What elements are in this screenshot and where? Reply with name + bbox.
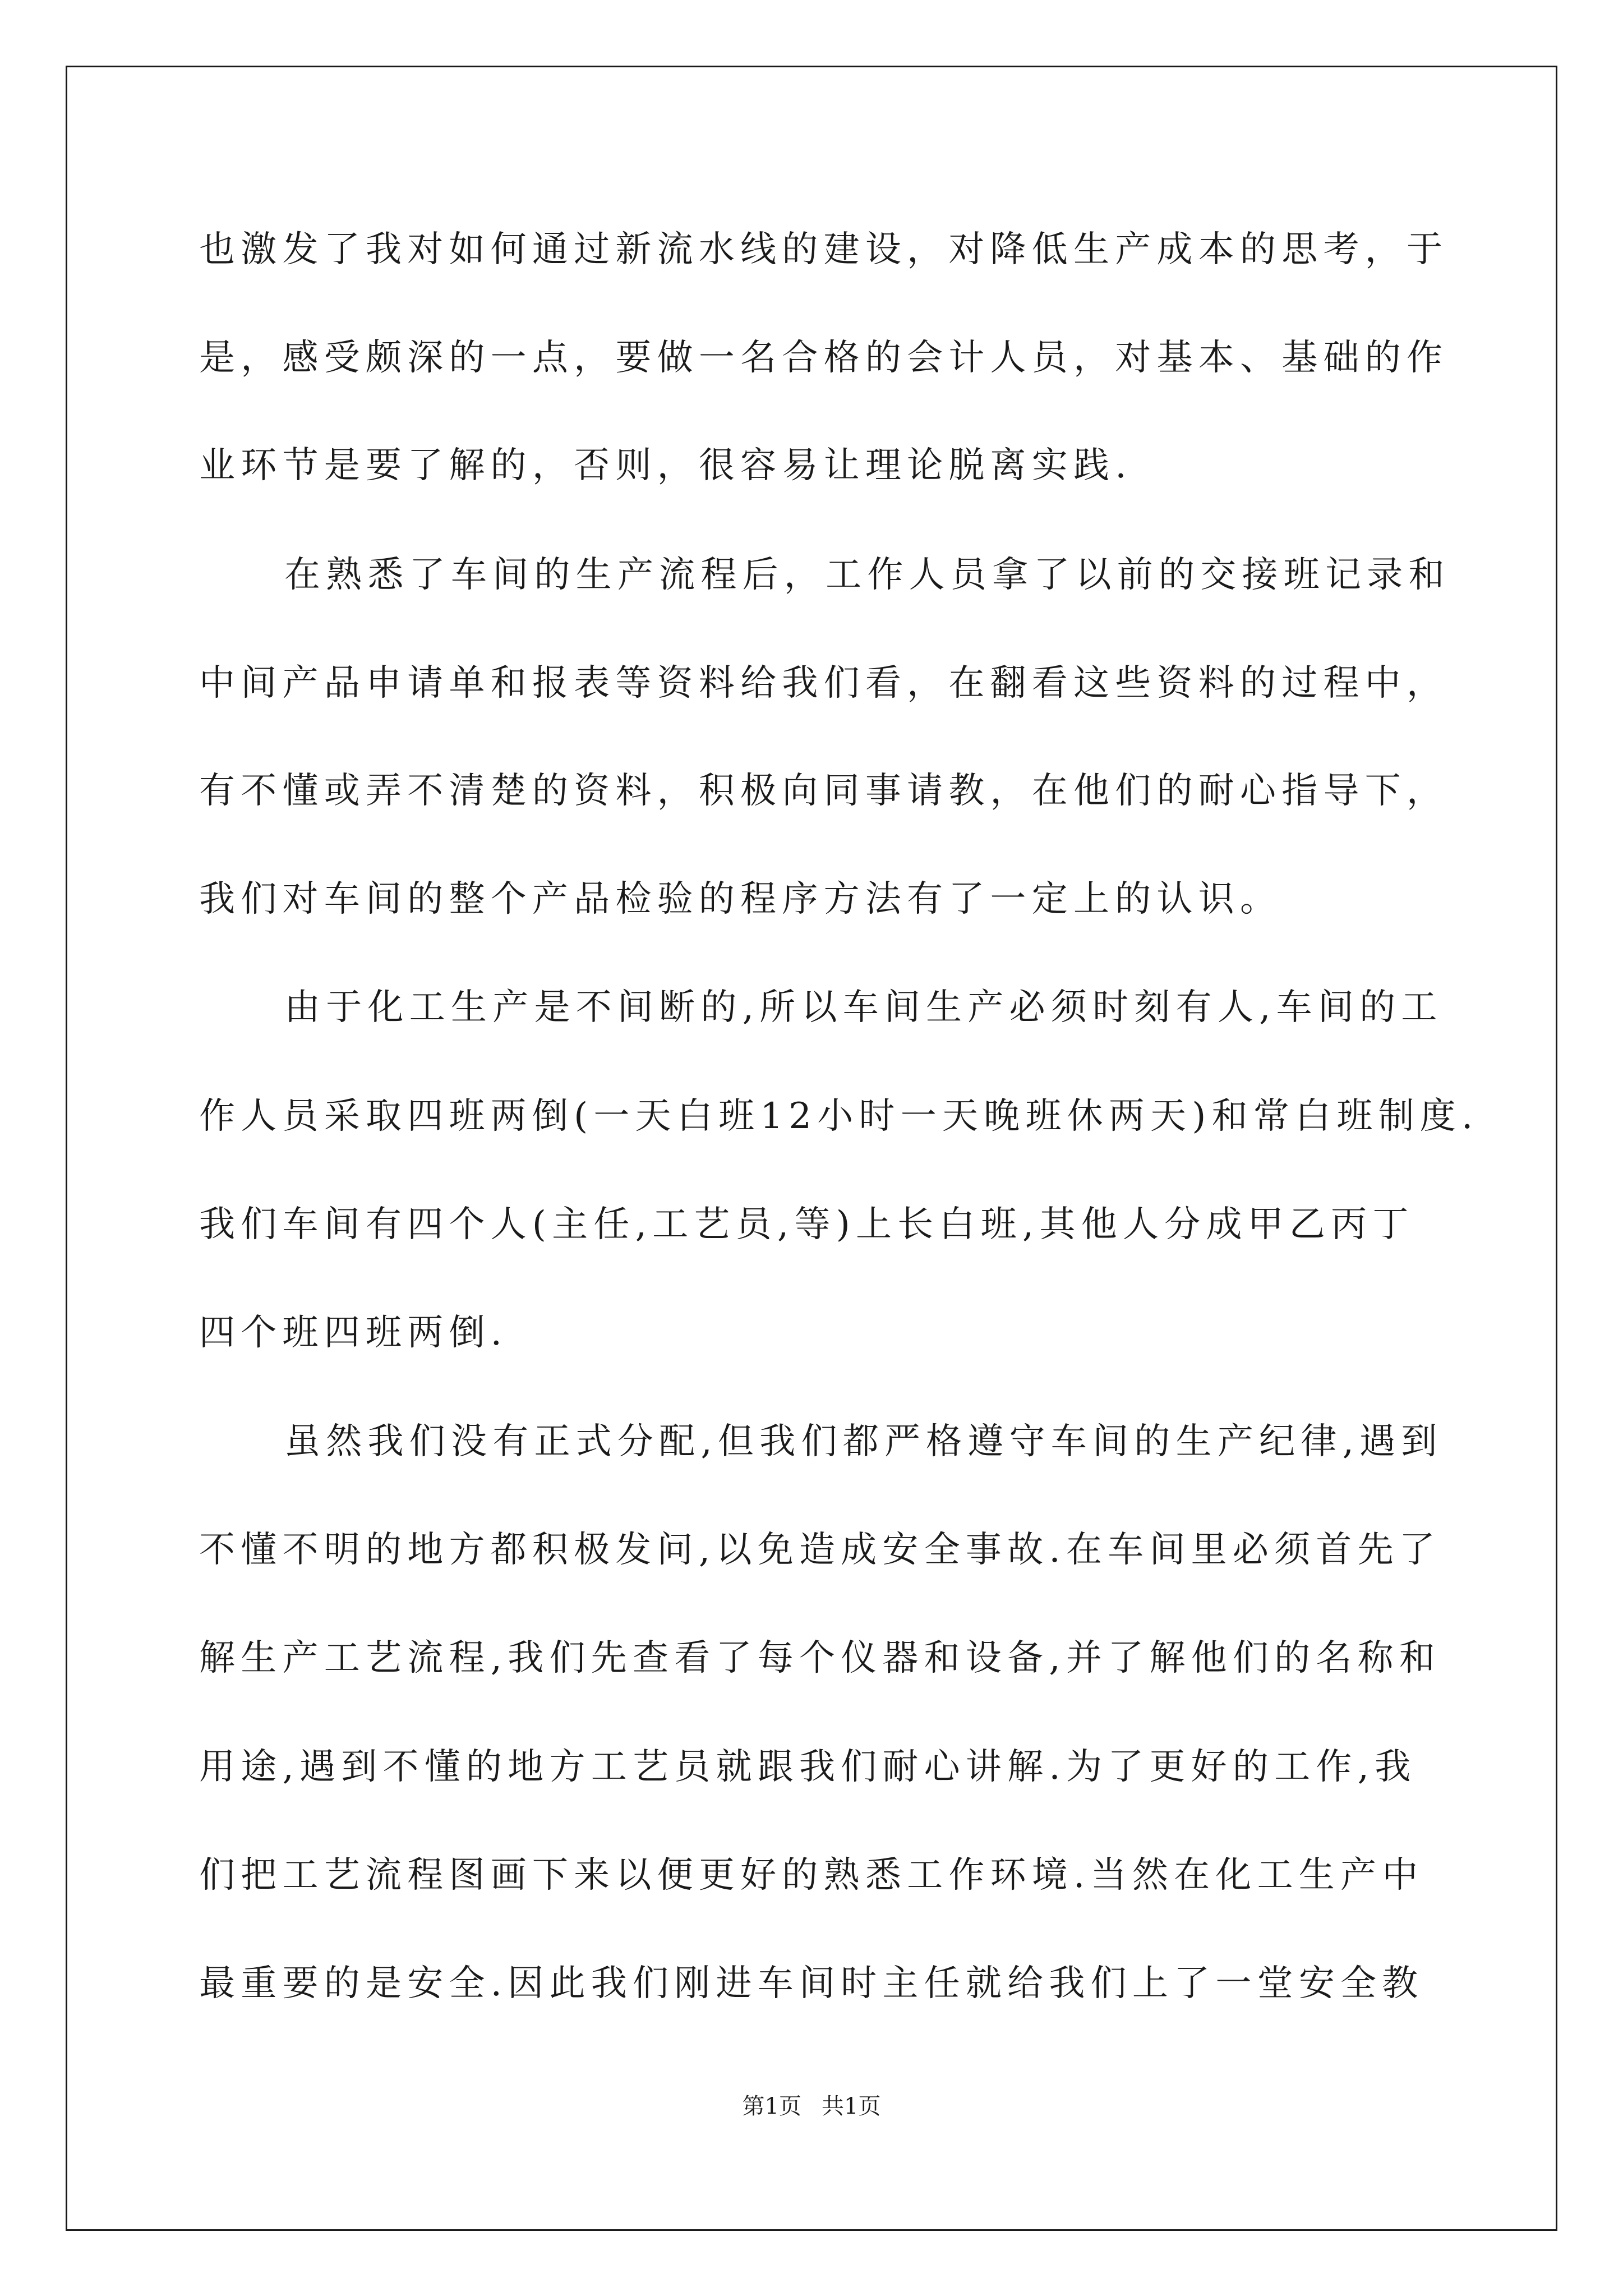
paragraph-line: 由于化工生产是不间断的,所以车间生产必须时刻有人,车间的工 xyxy=(284,987,1443,1028)
paragraph-line: 也激发了我对如何通过新流水线的建设，对降低生产成本的思考，于 xyxy=(199,229,1449,270)
page-frame xyxy=(66,66,1557,2231)
paragraph-line: 业环节是要了解的，否则，很容易让理论脱离实践. xyxy=(199,445,1132,486)
paragraph-line: 们把工艺流程图画下来以便更好的熟悉工作环境.当然在化工生产中 xyxy=(199,1855,1424,1896)
paragraph-line: 是，感受颇深的一点，要做一名合格的会计人员，对基本、基础的作 xyxy=(199,337,1449,379)
paragraph-line: 解生产工艺流程,我们先查看了每个仪器和设备,并了解他们的名称和 xyxy=(199,1637,1441,1679)
paragraph-line: 不懂不明的地方都积极发问,以免造成安全事故.在车间里必须首先了 xyxy=(199,1529,1441,1571)
paragraph-line: 中间产品申请单和报表等资料给我们看，在翻看这些资料的过程中， xyxy=(199,662,1449,704)
page-total: 共1页 xyxy=(822,2093,881,2119)
paragraph-line: 虽然我们没有正式分配,但我们都严格遵守车间的生产纪律,遇到 xyxy=(284,1421,1443,1462)
page-number: 第1页 xyxy=(742,2093,801,2119)
paragraph-line: 我们车间有四个人(主任,工艺员,等)上长白班,其他人分成甲乙丙丁 xyxy=(199,1204,1414,1245)
paragraph-line: 作人员采取四班两倒(一天白班12小时一天晚班休两天)和常白班制度. xyxy=(199,1096,1479,1137)
page-footer xyxy=(0,2092,1623,2120)
paragraph-line: 用途,遇到不懂的地方工艺员就跟我们耐心讲解.为了更好的工作,我 xyxy=(199,1746,1417,1788)
paragraph-line: 有不懂或弄不清楚的资料，积极向同事请教，在他们的耐心指导下， xyxy=(199,770,1449,812)
paragraph-line: 四个班四班两倒. xyxy=(199,1312,508,1354)
paragraph-line: 在熟悉了车间的生产流程后，工作人员拿了以前的交接班记录和 xyxy=(284,554,1450,596)
paragraph-line: 最重要的是安全.因此我们刚进车间时主任就给我们上了一堂安全教 xyxy=(199,1963,1424,2004)
paragraph-line: 我们对车间的整个产品检验的程序方法有了一定上的认识。 xyxy=(199,878,1282,920)
